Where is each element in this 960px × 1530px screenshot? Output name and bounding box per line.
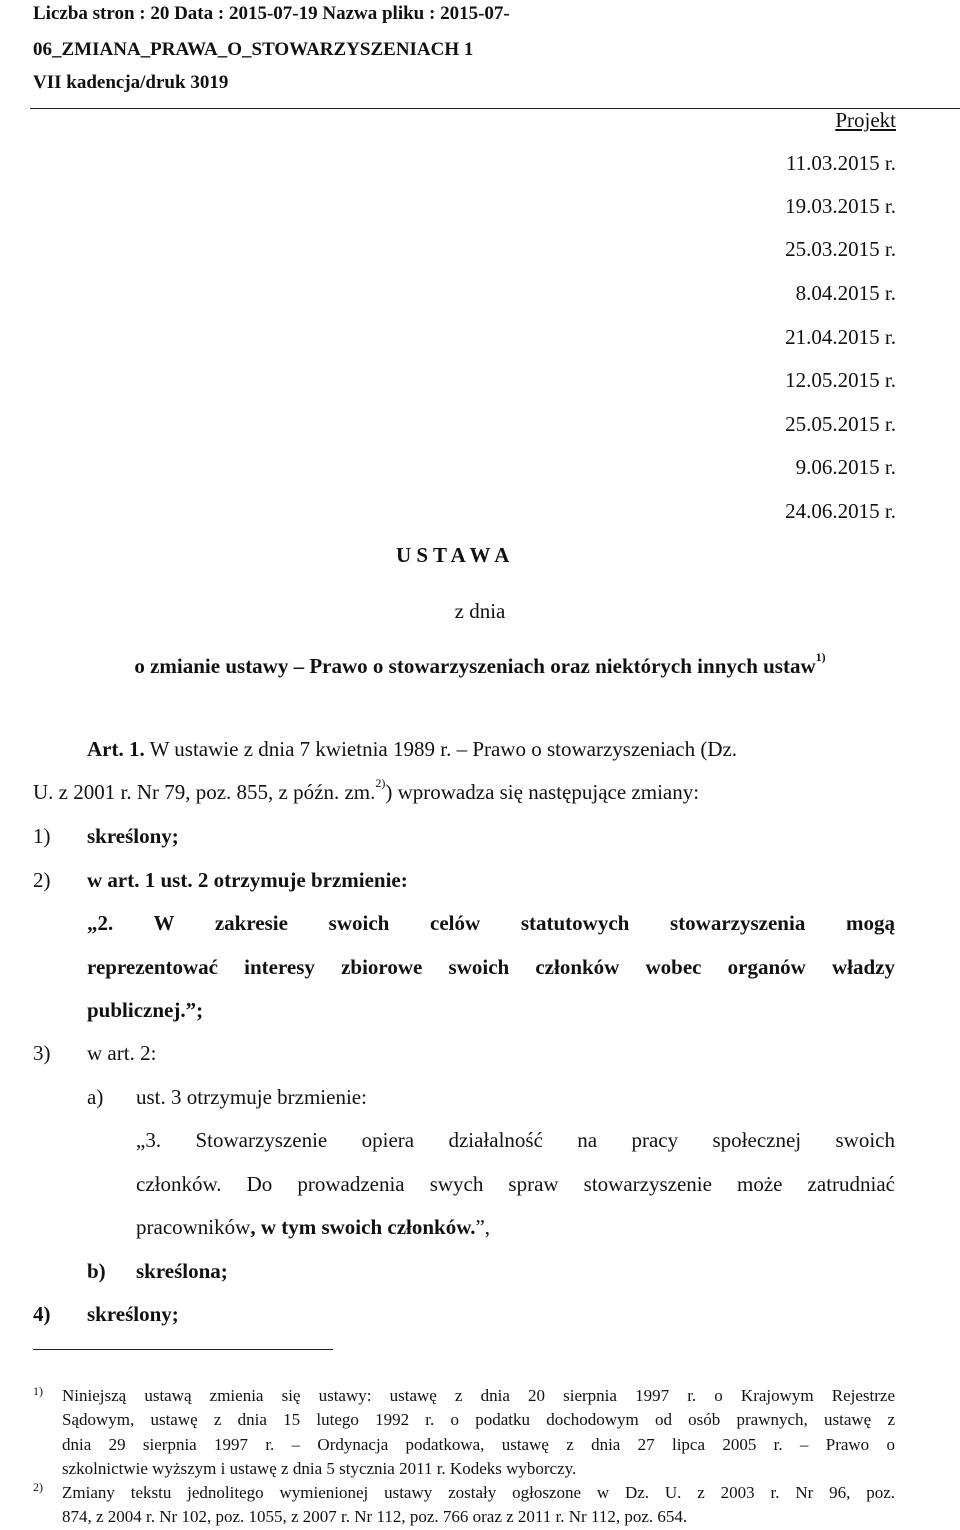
item-3-text: w art. 2: [87, 1041, 157, 1065]
act-subject-text: o zmianie ustawy – Prawo o stowarzyszeniach oraz niektórych innych ustaw [134, 654, 816, 678]
item-3a-quote-3a: pracowników [136, 1215, 251, 1239]
item-3a-quote-3c: ”, [475, 1215, 491, 1239]
date-item: 9.06.2015 r. [795, 455, 896, 479]
item-3a-letter: a) [87, 1085, 104, 1109]
footnote-1-mark: 1) [33, 1384, 43, 1398]
date-item: 11.03.2015 r. [785, 151, 896, 175]
item-2-quote-line-2: reprezentować interesy zbiorowe swoich członków wobec organów władzy [87, 955, 895, 979]
item-3b-text: skreślona; [136, 1259, 228, 1283]
art-1-line-1 [87, 737, 895, 762]
item-3a-quote-line-1: „3. Stowarzyszenie opiera działalność na pracy społecznej swoich [136, 1128, 895, 1152]
footnote-1-line-1: Niniejszą ustawą zmienia się ustawy: ustawę z dnia 20 sierpnia 1997 r. o Krajowym Rejestrze [62, 1386, 895, 1405]
art-1-line-2 [33, 776, 700, 805]
footnote-2-line-2: 874, z 2004 r. Nr 102, poz. 1055, z 2007 r. Nr 112, poz. 766 oraz z 2011 r. Nr 112, poz. 654. [62, 1507, 688, 1526]
date-item: 24.06.2015 r. [785, 499, 896, 523]
item-3-number: 3) [33, 1041, 51, 1065]
item-1-text: skreślony; [87, 824, 179, 848]
footnote-1-line-4: szkolnictwie wyższym i ustawę z dnia 5 stycznia 2011 r. Kodeks wyborczy. [62, 1459, 577, 1478]
item-1-number: 1) [33, 824, 51, 848]
item-3b-letter: b) [87, 1259, 106, 1283]
footnote-2-line-1: Zmiany tekstu jednolitego wymienionej ustawy zostały ogłoszone w Dz. U. z 2003 r. Nr 96, poz. [62, 1483, 895, 1502]
item-3a-quote-3b: , w tym swoich członków. [250, 1215, 476, 1239]
act-subject [0, 650, 960, 679]
item-3a-quote-line-3 [136, 1215, 490, 1240]
footnote-rule [33, 1349, 333, 1350]
item-2-text: w art. 1 ust. 2 otrzymuje brzmienie: [87, 868, 408, 892]
document-type-title: U S T A W A [396, 543, 510, 567]
date-item: 21.04.2015 r. [785, 325, 896, 349]
footnote-2-mark: 2) [33, 1480, 43, 1494]
item-2-number: 2) [33, 868, 51, 892]
item-3a-quote-line-2: członków. Do prowadzenia swych spraw stowarzyszenie może zatrudniać [136, 1172, 895, 1196]
header-line-3: VII kadencja/druk 3019 [33, 72, 229, 93]
item-4-number: 4) [33, 1302, 51, 1326]
projekt-label: Projekt [835, 108, 896, 132]
art-1-label: Art. 1. [87, 737, 145, 761]
art-1-text-2a: U. z 2001 r. Nr 79, poz. 855, z późn. zm. [33, 780, 376, 804]
footnote-1-line-2: Sądowym, ustawę z dnia 15 lutego 1992 r. o podatku dochodowym od osób prawnych, ustawę z [62, 1410, 895, 1429]
header-rule [30, 108, 960, 109]
date-item: 25.05.2015 r. [785, 412, 896, 436]
item-2-quote-line-1: „2. W zakresie swoich celów statutowych stowarzyszenia mogą [87, 911, 895, 935]
item-4-text: skreślony; [87, 1302, 179, 1326]
date-item: 25.03.2015 r. [785, 237, 896, 261]
footnote-ref-2: 2) [375, 776, 386, 790]
date-item: 12.05.2015 r. [785, 368, 896, 392]
date-item: 8.04.2015 r. [795, 281, 896, 305]
art-1-text-1: W ustawie z dnia 7 kwietnia 1989 r. – Prawo o stowarzyszeniach (Dz. [144, 737, 738, 761]
art-1-text-2b: ) wprowadza się następujące zmiany: [385, 780, 700, 804]
footnote-1-line-3: dnia 29 sierpnia 1997 r. – Ordynacja podatkowa, ustawę z dnia 27 lipca 2005 r. – Prawo o [62, 1435, 895, 1454]
header-line-1: Liczba stron : 20 Data : 2015-07-19 Nazwa pliku : 2015-07- [33, 3, 510, 24]
date-item: 19.03.2015 r. [785, 194, 896, 218]
header-line-2: 06_ZMIANA_PRAWA_O_STOWARZYSZENIACH 1 [33, 39, 474, 60]
date-of-act: z dnia [454, 599, 506, 623]
footnote-ref-1: 1) [815, 650, 826, 664]
item-2-quote-line-3: publicznej.”; [87, 998, 204, 1022]
item-3a-text: ust. 3 otrzymuje brzmienie: [136, 1085, 367, 1109]
